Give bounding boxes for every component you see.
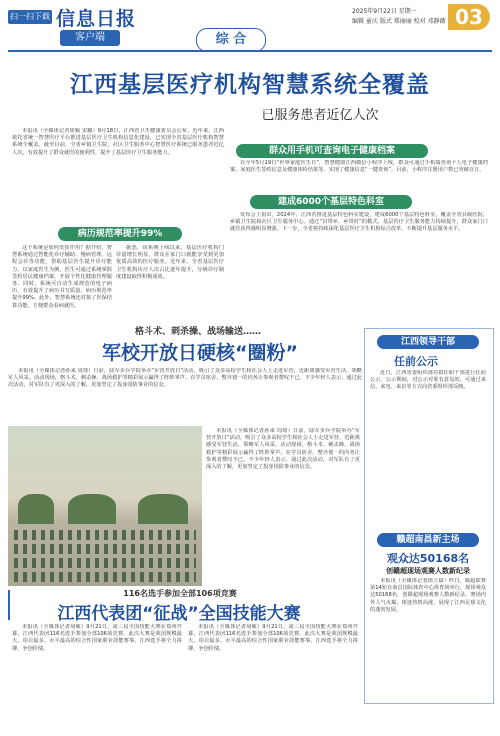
article1-col2-text: 据悉，该系统上线以来，基层医疗机构门诊量增长明显，群众在家门口就能享受到更加优质高效的医疗服务。近年来，全省基层医疗卫生机构诊疗人次占比逐年提升，分级诊疗制度建设取得积极成效。 <box>116 245 224 280</box>
issue-date: 2025年9月22日 星期一 <box>352 8 417 15</box>
sidebar-title-notice: 任前公示 <box>394 355 438 368</box>
newspaper-logo: 信息日报 <box>56 8 137 30</box>
sidebar-subtitle-record: 创赣超现场观赛人数新纪录 <box>386 567 470 575</box>
subhead-records: 病历规范率提升99% <box>58 227 182 241</box>
article3-text-cont: 本报讯（全媒体记者胡敏）9月21日，第三届全国技能大赛在郑州开幕，江西代表团116名选手参加全部106项竞赛。此次大赛是我国规模最大、项目最多、水平最高的综合性国家职业技能赛事，江西选手将全力拼搏，争创佳绩。 <box>188 624 358 652</box>
headline-healthcare: 江西基层医疗机构智慧系统全覆盖 <box>70 72 430 98</box>
sidebar-bar-football: 赣超南昌新主场 <box>377 533 479 547</box>
subhead-specialties: 建成6000个基层特色科室 <box>250 195 412 209</box>
accent-stripe <box>8 590 10 620</box>
article2-text: 本报讯（全媒体记者孙来 周琦）日前，陆军步兵学院举办“军营开放日”活动，吸引了众多高校学生和社会人士走进军营，近距离感受军营生活，领略军人风采。活动现场，格斗术、刺杀操、战场救护等精彩展示赢得了阵阵掌声。在学员宿舍，整齐划一的内务让参观者赞叹不已。不少年轻人表示，通过此次活动，对军队有了更深入的了解，更加坚定了投身国防事业的信念。 <box>8 368 362 389</box>
article1-col3-text: 在今年5月19日“世界家庭医生日”，智慧健康江西微信小程序上线，群众可通过手机端查询个人电子健康档案、家庭医生签约信息及健康体检结果等，实现了健康信息“一键查询”。目前，小程序注册用户数已突破百万。 <box>230 160 488 174</box>
sidebar-football-text: 本报讯（全媒体记者徐立斌）昨日，赣超联赛第14轮在南昌国际体育中心体育场举行，现场观众达50168名，创赣超现场观赛人数新纪录。赛场内外人气火爆，球迷热情高涨，展现了江西足球文化的蓬勃发展。 <box>370 578 486 613</box>
photo-tree <box>18 494 54 524</box>
sidebar-notice-body <box>370 370 486 528</box>
article3-col2 <box>188 624 358 728</box>
headline-skills: 江西代表团“征战”全国技能大赛 <box>57 604 301 624</box>
article1-col4-text: 发布会上指出，2024年，江西省推进基层特色科室建设，建成6000个基层特色科室，覆盖全省县级医院、乡镇卫生院和社区卫生服务中心。通过“县带乡、乡带村”的模式，基层医疗卫生服务能力持续提升，群众家门口就医获得感明显增强。下一步，全省将持续深化基层医疗卫生机构综合改革，不断提升基层服务水平。 <box>230 212 488 233</box>
article2-col2 <box>206 428 360 584</box>
article3-col1 <box>12 624 182 728</box>
photo-troops-row <box>14 544 196 554</box>
client-button[interactable]: 客户端 <box>60 30 120 46</box>
photo-tree <box>68 494 116 524</box>
article1-col4 <box>230 212 488 316</box>
header-rule <box>8 50 492 52</box>
military-training-photo <box>8 426 202 586</box>
article1-col1 <box>12 245 112 315</box>
photo-troops-row <box>14 572 196 582</box>
sidebar-notice-text: 近日，江西省委组织部对拟任职干部进行任前公示。公示期间，对公示对象有意见的，可通过来信、来电、来访等方式向省委组织部反映。 <box>370 370 486 391</box>
headline-military: 军校开放日硬核“圈粉” <box>102 342 298 364</box>
article1-lead-text: 本报讯（全媒体记者徐颖 宋璐）9月18日，江西省卫生健康委员会公布，近年来，江西依托省统一智慧医疗平台推进基层医疗卫生机构信息化建设，已实现全省基层医疗机构智慧系统全覆盖。截至目前，全省乡镇卫生院、社区卫生服务中心智慧医疗系统已服务患者近亿人次，有效提升了群众就医的便利性，提升了基层医疗卫生服务能力。 <box>12 128 224 156</box>
scan-download-label[interactable]: 扫一扫下载 <box>8 10 52 24</box>
photo-troops-row <box>14 530 196 540</box>
article1-col3 <box>230 160 488 192</box>
sidebar-title-attendance: 观众达50168名 <box>386 552 470 565</box>
sidebar-bar-officials: 江西领导干部 <box>377 335 479 349</box>
editor-credits: 编辑 童庆 版式 郑丽丽 校对 邓静薇 <box>352 18 446 25</box>
photo-troops-row <box>14 558 196 568</box>
article2-text-cont: 本报讯（全媒体记者孙来 周琦）日前，陆军步兵学院举办“军营开放日”活动，吸引了众多高校学生和社会人士走进军营，近距离感受军营生活，领略军人风采。活动现场，格斗术、刺杀操、战场救护等精彩展示赢得了阵阵掌声。在学员宿舍，整齐划一的内务让参观者赞叹不已。不少年轻人表示，通过此次活动，对军队有了更深入的了解，更加坚定了投身国防事业的信念。 <box>206 428 360 471</box>
sidebar-football-body <box>370 578 486 698</box>
section-label: 综 合 <box>196 28 266 52</box>
subhead-mobile-records: 群众用手机可查询电子健康档案 <box>236 144 428 158</box>
article1-col2 <box>116 245 224 315</box>
article3-text: 本报讯（全媒体记者胡敏）9月21日，第三届全国技能大赛在郑州开幕，江西代表团116名选手参加全部106项竞赛。此次大赛是我国规模最大、项目最多、水平最高的综合性国家职业技能赛事，江西选手将全力拼搏，争创佳绩。 <box>12 624 182 652</box>
masthead <box>0 0 500 58</box>
subheadline-healthcare: 已服务患者近亿人次 <box>261 108 379 123</box>
photo-tree <box>138 494 188 524</box>
page-number: 03 <box>448 4 490 30</box>
article1-col1-text: 这个系统是如何发挥作用？据介绍，智慧系统通过智能化诊疗辅助、慢病管理、远程会诊等功能，帮助基层医生提升诊疗能力。以家庭医生为例，医生可通过系统掌握签约居民健康档案，开展个性化健康管理服务。同时，系统可自动生成规范的电子病历，有效提升了病历书写质量，病历规范率提升99%。此外，智慧系统还对接了医保结算功能，方便群众看病就医。 <box>12 245 112 309</box>
article1-lead <box>12 128 224 224</box>
article2-body <box>8 368 362 424</box>
kicker-skills: 116名选手参加全部106项竞赛 <box>123 589 237 598</box>
kicker-military: 格斗术、刺杀操、战场输送…… <box>134 327 261 337</box>
